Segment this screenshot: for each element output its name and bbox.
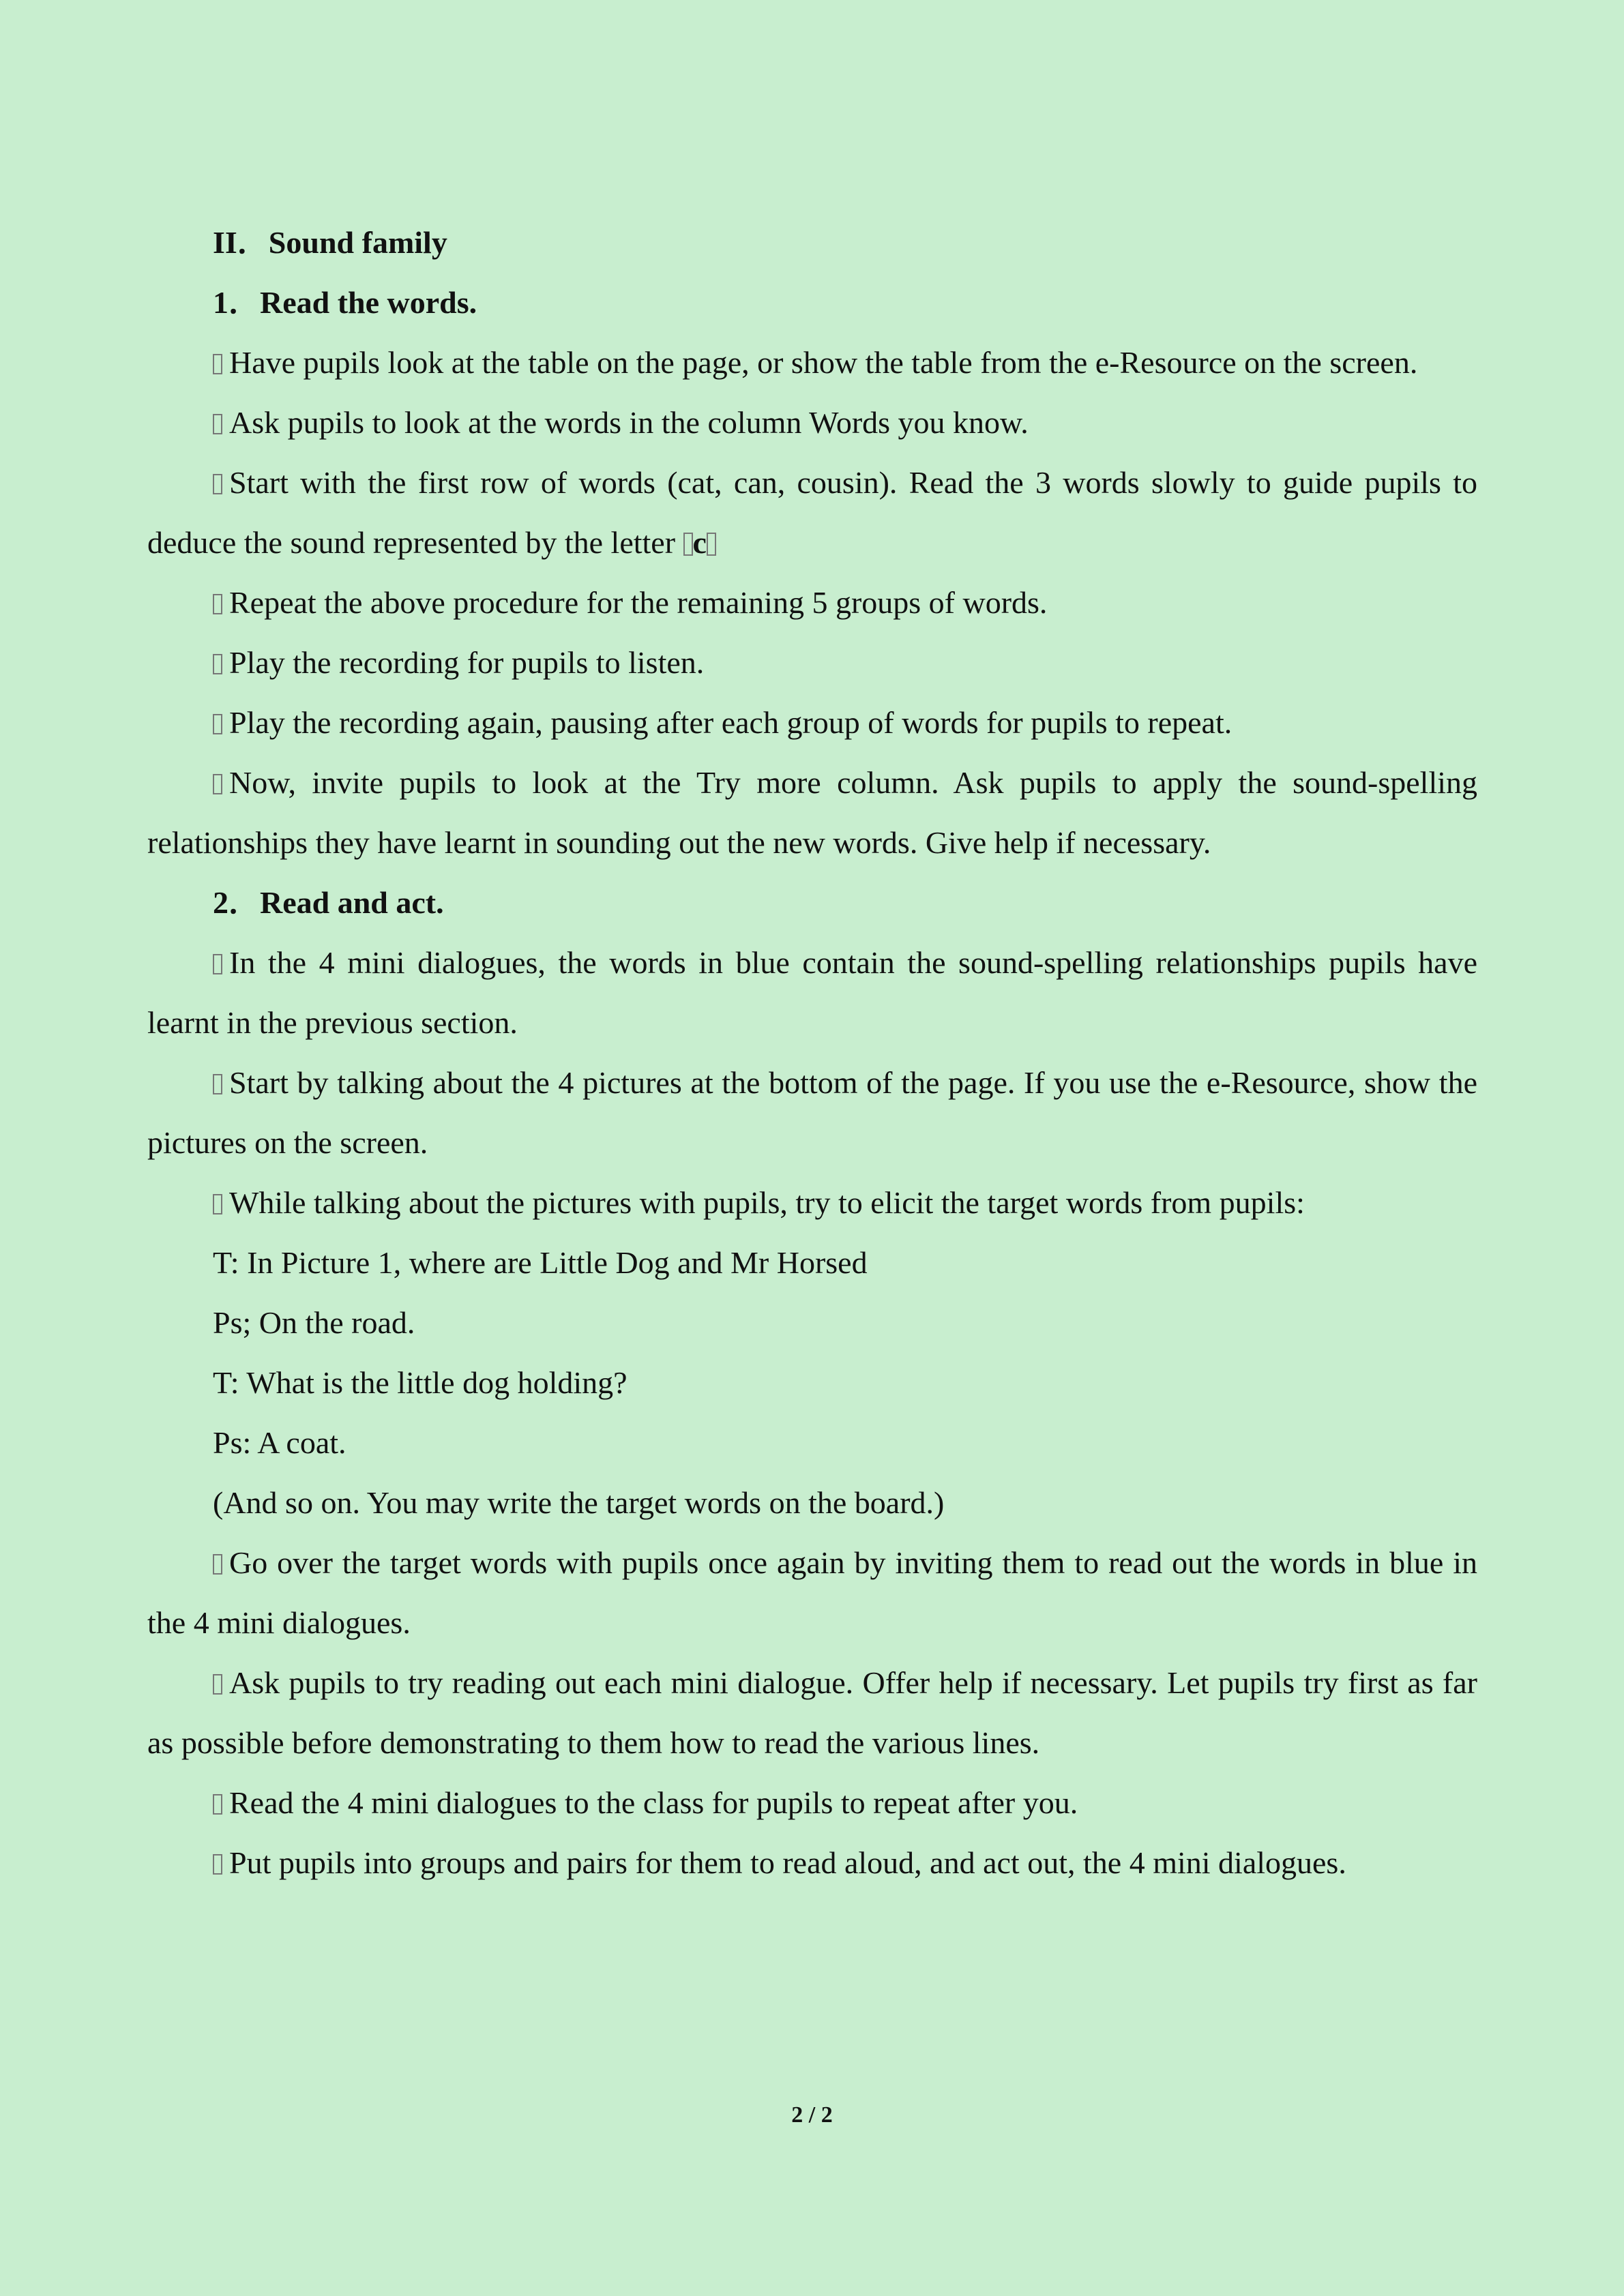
bullet-box-icon xyxy=(213,474,222,494)
letter-c: c xyxy=(692,525,707,560)
section-title: II．Sound family xyxy=(213,225,447,260)
dialogue-line: (And so on. You may write the target words on the board.) xyxy=(213,1485,945,1520)
bullet-box-icon xyxy=(213,594,222,614)
dialogue-line: T: In Picture 1, where are Little Dog and Mr Horsed xyxy=(213,1245,868,1280)
quote-box-icon xyxy=(707,533,716,556)
bullet-box-icon xyxy=(213,354,222,374)
page-number: 2 / 2 xyxy=(791,2102,833,2128)
bullet-box-icon xyxy=(213,1554,222,1575)
bullet-box-icon xyxy=(213,1794,222,1815)
list-item: Now, invite pupils to look at the Try more column. Ask pupils to apply the sound-spelling relationships they have learnt in sounding out the new words. Give help if necessary. xyxy=(147,765,1477,860)
list-item: Play the recording for pupils to listen. xyxy=(147,633,1477,693)
bullet-box-icon xyxy=(213,774,222,794)
list-item: Have pupils look at the table on the page, or show the table from the e-Resource on the screen. xyxy=(147,333,1477,393)
list-item: Ask pupils to try reading out each mini dialogue. Offer help if necessary. Let pupils try first as far as possible before demonstrating to them how to read the various lines. xyxy=(147,1665,1477,1760)
list-item: Start by talking about the 4 pictures at the bottom of the page. If you use the e-Resource, show the pictures on the screen. xyxy=(147,1065,1477,1160)
list-item: Play the recording again, pausing after each group of words for pupils to repeat. xyxy=(147,693,1477,753)
list-item: Go over the target words with pupils once again by inviting them to read out the words in blue in the 4 mini dialogues. xyxy=(147,1545,1477,1640)
bullet-box-icon xyxy=(213,414,222,434)
list-item: In the 4 mini dialogues, the words in blue contain the sound-spelling relationships pupils have learnt in the previous section. xyxy=(147,945,1477,1040)
bullet-box-icon xyxy=(213,714,222,734)
dialogue-line: Ps; On the road. xyxy=(213,1305,415,1340)
bullet-box-icon xyxy=(213,954,222,974)
list-item: While talking about the pictures with pupils, try to elicit the target words from pupils: xyxy=(147,1173,1477,1233)
quote-box-icon xyxy=(683,533,693,556)
dialogue-line: T: What is the little dog holding? xyxy=(213,1365,628,1400)
list-item: Start with the first row of words (cat, can, cousin). Read the 3 words slowly to guide pupils to deduce the sound represented by the letter c xyxy=(147,465,1477,560)
part1-heading: 1．Read the words. xyxy=(213,285,477,320)
document-body xyxy=(147,213,1477,1893)
dialogue-line: Ps: A coat. xyxy=(213,1425,346,1460)
list-item: Ask pupils to look at the words in the column Words you know. xyxy=(147,393,1477,453)
list-item: Repeat the above procedure for the remaining 5 groups of words. xyxy=(147,573,1477,633)
bullet-box-icon xyxy=(213,1854,222,1875)
list-item: Put pupils into groups and pairs for them to read aloud, and act out, the 4 mini dialogues. xyxy=(147,1833,1477,1893)
list-item: Read the 4 mini dialogues to the class for pupils to repeat after you. xyxy=(147,1773,1477,1833)
bullet-box-icon xyxy=(213,1674,222,1695)
bullet-box-icon xyxy=(213,1194,222,1214)
bullet-box-icon xyxy=(213,1074,222,1094)
bullet-box-icon xyxy=(213,654,222,674)
part2-heading: 2．Read and act. xyxy=(213,885,444,920)
